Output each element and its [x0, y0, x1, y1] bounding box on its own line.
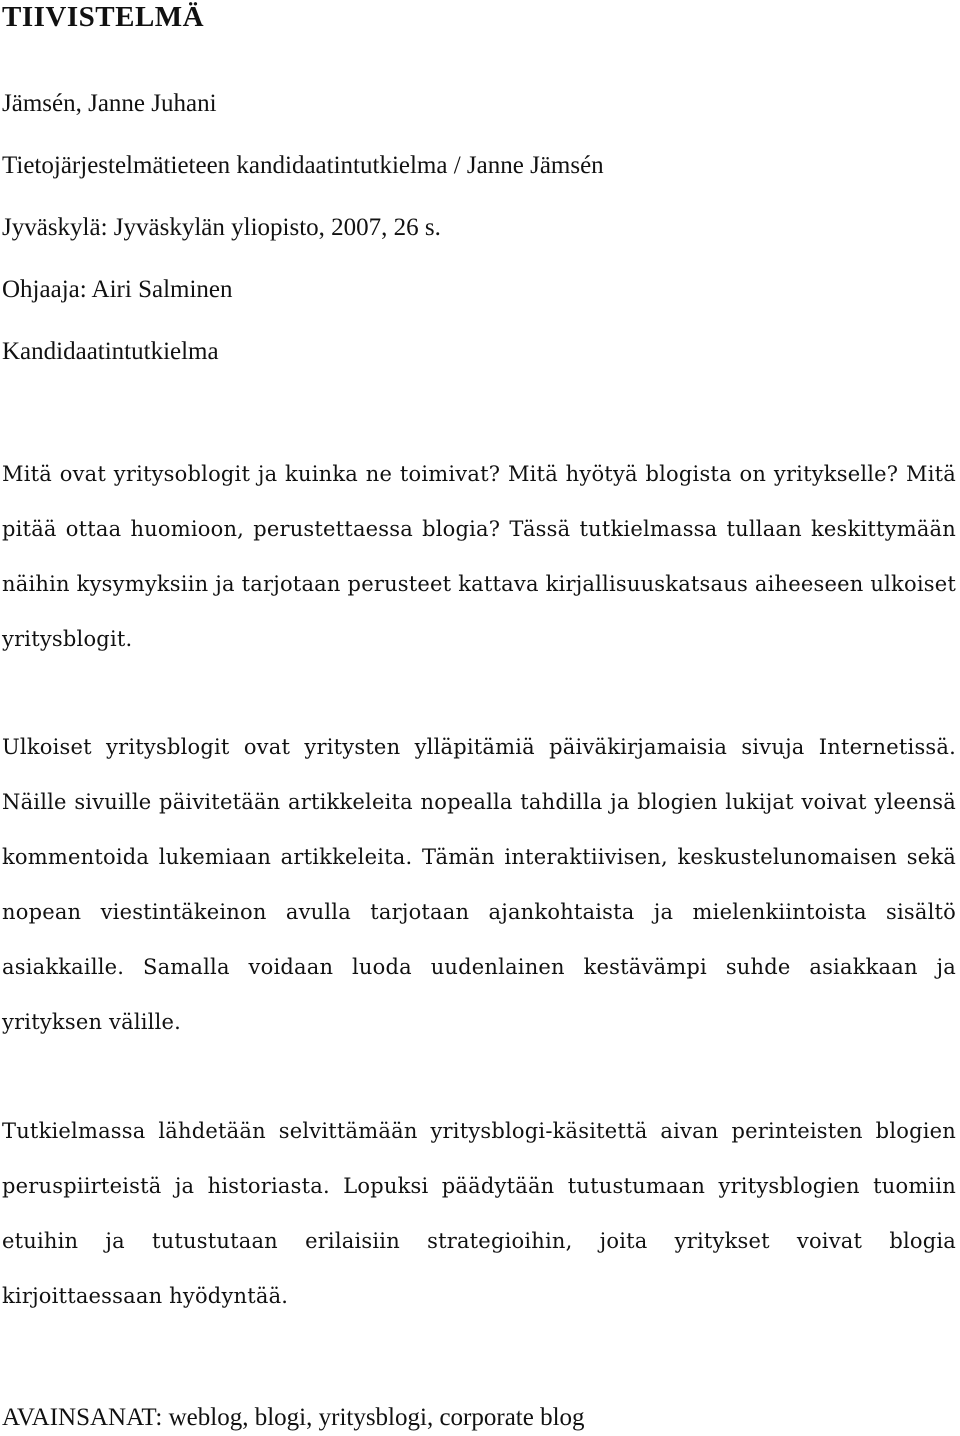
abstract-paragraph-3: Tutkielmassa lähdetään selvittämään yritysblogi-käsitettä aivan perinteisten blogien peruspiirteistä ja historiasta. Lopuksi päädytään tutustumaan yritysblogien tuomiin etuihin ja tutustutaan erilaisiin strategioihin, joita yritykset voivat blogia kirjoittaessaan hyödyntää. — [2, 1119, 956, 1308]
keywords-values: weblog, blogi, yritysblogi, corporate blog — [168, 1404, 585, 1431]
author-line: Jämsén, Janne Juhani — [2, 90, 217, 117]
thesis-line: Tietojärjestelmätieteen kandidaatintutkielma / Janne Jämsén — [2, 152, 604, 179]
thesis-type-line: Kandidaatintutkielma — [2, 338, 219, 365]
abstract-paragraph-1: Mitä ovat yritysoblogit ja kuinka ne toimivat? Mitä hyötyä blogista on yritykselle? Mitä pitää ottaa huomioon, perustettaessa blogia? Tässä tutkielmassa tullaan keskittymään näihin kysymyksiin ja tarjotaan perusteet kattava kirjallisuuskatsaus aiheeseen ulkoiset yritysblogit. — [2, 462, 956, 651]
supervisor-line: Ohjaaja: Airi Salminen — [2, 276, 233, 303]
page-title: TIIVISTELMÄ — [2, 1, 205, 33]
keywords-separator: : — [155, 1404, 169, 1431]
keywords-label: AVAINSANAT — [2, 1404, 156, 1431]
abstract-paragraph-2: Ulkoiset yritysblogit ovat yritysten ylläpitämiä päiväkirjamaisia sivuja Internetissä. Näille sivuille päivitetään artikkeleita nopealla tahdilla ja blogien lukijat voivat yleensä kommentoida lukemiaan artikkeleita. Tämän interaktiivisen, keskustelunomaisen sekä nopean viestintäkeinon avulla tarjotaan ajankohtaista ja mielenkiintoista sisältö asiakkaille. Samalla voidaan luoda uudenlainen kestävämpi suhde asiakkaan ja yrityksen välille. — [2, 735, 956, 1034]
publisher-line: Jyväskylä: Jyväskylän yliopisto, 2007, 26 s. — [2, 214, 441, 241]
keywords-line — [2, 1402, 585, 1434]
